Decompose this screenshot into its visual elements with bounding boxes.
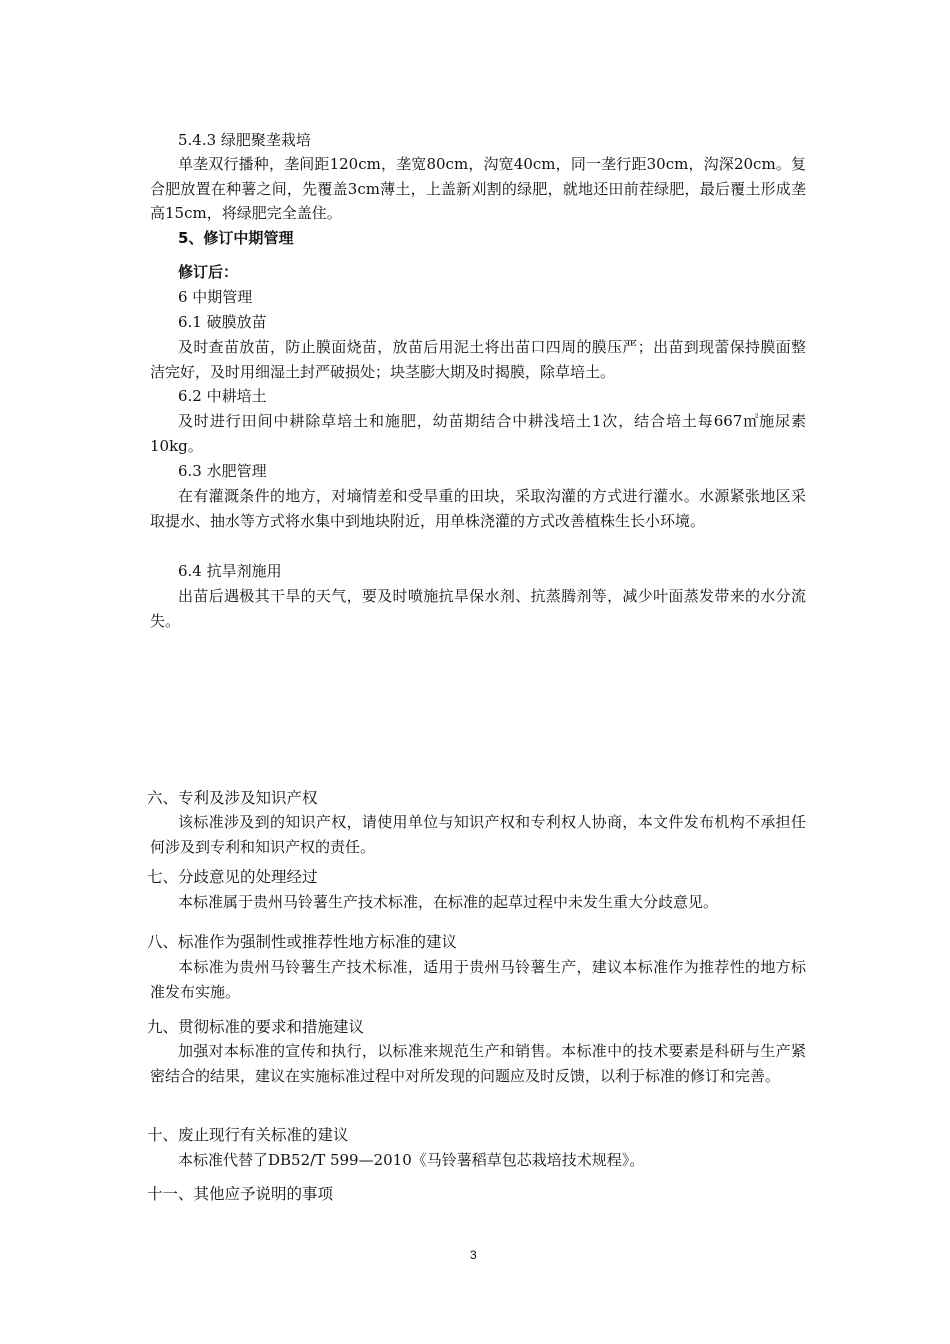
revised-label: 修订后： <box>178 263 239 281</box>
clause-6-3-text: 在有灌溉条件的地方，对墒情差和受旱重的田块，采取沟灌的方式进行灌水。水源紧张地区采取提水、抽水等方式将水集中到地块附近，用单株浇灌的方式改善植株生长小环境。 <box>150 487 806 530</box>
page-number: 3 <box>470 1248 477 1262</box>
section-heading: 八、标准作为强制性或推荐性地方标准的建议 <box>147 933 458 951</box>
clause-5-4-3-text: 单垄双行播种，垄间距120cm，垄宽80cm，沟宽40cm，同一垄行距30cm，沟深20cm。复合肥放置在种薯之间，先覆盖3cm薄土，上盖新刈割的绿肥，就地还田前茬绿肥，最后覆土形成垄高15cm，将绿肥完全盖住。 <box>150 155 806 222</box>
clause-6-1-text: 及时查苗放苗，防止膜面烧苗，放苗后用泥土将出苗口四周的膜压严；出苗到现蕾保持膜面整洁完好，及时用细湿土封严破损处；块茎膨大期及时揭膜，除草培土。 <box>150 338 806 381</box>
section-text: 本标准代替了DB52/T 599—2010《马铃薯稻草包芯栽培技术规程》。 <box>178 1151 645 1169</box>
section-heading: 七、分歧意见的处理经过 <box>147 868 318 886</box>
clause-6-2-heading: 6.2 中耕培土 <box>178 387 267 405</box>
section-heading: 六、专利及涉及知识产权 <box>147 789 318 807</box>
clause-6-3-heading: 6.3 水肥管理 <box>178 462 267 480</box>
clause-6-1-heading: 6.1 破膜放苗 <box>178 313 267 331</box>
section-text: 本标准为贵州马铃薯生产技术标准，适用于贵州马铃薯生产，建议本标准作为推荐性的地方标准发布实施。 <box>150 958 806 1001</box>
section-text: 本标准属于贵州马铃薯生产技术标准，在标准的起草过程中未发生重大分歧意见。 <box>178 893 719 911</box>
clause-6-4-heading: 6.4 抗旱剂施用 <box>178 562 282 580</box>
section-heading: 十一、其他应予说明的事项 <box>147 1185 334 1203</box>
clause-6-2-text: 及时进行田间中耕除草培土和施肥，幼苗期结合中耕浅培土1次，结合培土每667㎡施尿素10kg。 <box>150 412 806 455</box>
clause-6-4-text: 出苗后遇极其干旱的天气，要及时喷施抗旱保水剂、抗蒸腾剂等，减少叶面蒸发带来的水分流失。 <box>150 587 806 630</box>
section-text: 该标准涉及到的知识产权，请使用单位与知识产权和专利权人协商，本文件发布机构不承担任何涉及到专利和知识产权的责任。 <box>150 813 806 856</box>
clause-5-4-3-heading: 5.4.3 绿肥聚垄栽培 <box>178 131 311 149</box>
section-heading: 十、废止现行有关标准的建议 <box>147 1126 349 1144</box>
section-heading: 九、贯彻标准的要求和措施建议 <box>147 1018 365 1036</box>
revision-5-heading: 5、修订中期管理 <box>178 229 294 247</box>
clause-6-heading: 6 中期管理 <box>178 288 253 306</box>
section-text: 加强对本标准的宣传和执行，以标准来规范生产和销售。本标准中的技术要素是科研与生产紧密结合的结果，建议在实施标准过程中对所发现的问题应及时反馈，以利于标准的修订和完善。 <box>150 1042 806 1085</box>
